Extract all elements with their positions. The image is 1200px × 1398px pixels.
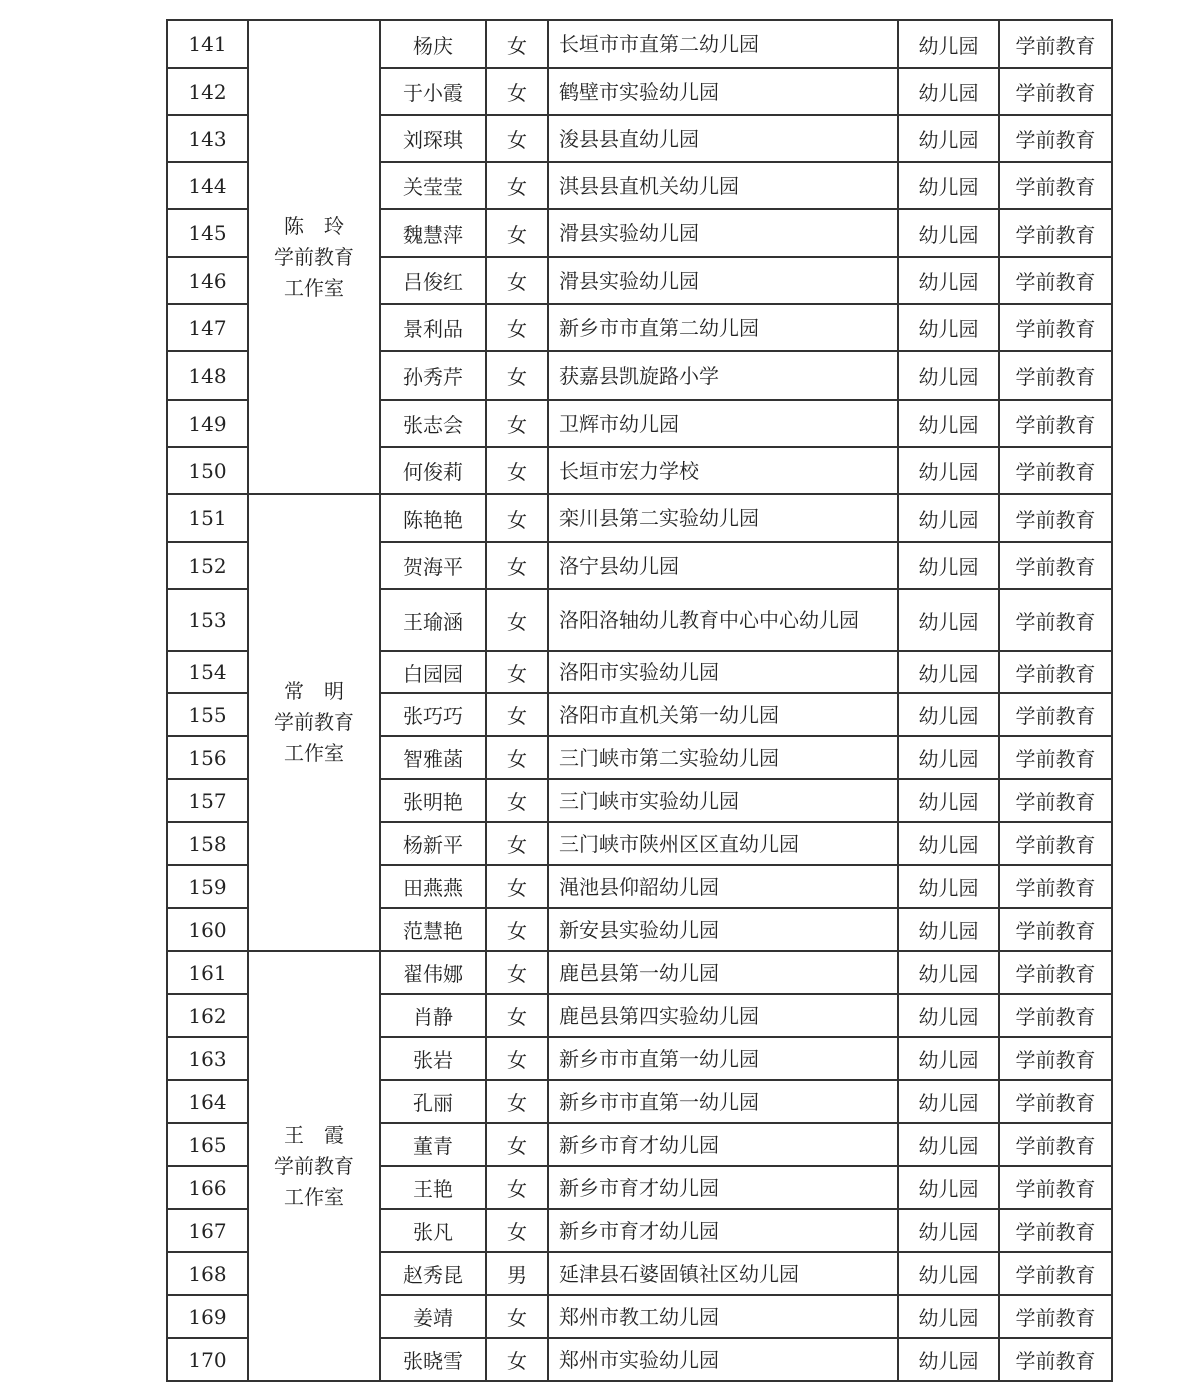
school-type: 幼儿园 xyxy=(898,162,999,209)
table-row xyxy=(167,951,1112,994)
school-type: 幼儿园 xyxy=(898,494,999,542)
row-number: 142 xyxy=(167,68,248,115)
row-number: 154 xyxy=(167,651,248,693)
member-sex: 女 xyxy=(486,736,548,779)
member-school: 栾川县第二实验幼儿园 xyxy=(548,494,898,542)
member-name: 张岩 xyxy=(380,1037,486,1080)
school-type: 幼儿园 xyxy=(898,542,999,589)
member-subject: 学前教育 xyxy=(999,994,1112,1037)
studio-group-cell xyxy=(248,494,380,951)
member-school: 渑池县仰韶幼儿园 xyxy=(548,865,898,908)
member-subject: 学前教育 xyxy=(999,542,1112,589)
row-number: 153 xyxy=(167,589,248,651)
school-type: 幼儿园 xyxy=(898,20,999,68)
school-type: 幼儿园 xyxy=(898,822,999,865)
member-sex: 女 xyxy=(486,304,548,351)
member-sex: 女 xyxy=(486,115,548,162)
member-subject: 学前教育 xyxy=(999,162,1112,209)
member-school: 新乡市育才幼儿园 xyxy=(548,1123,898,1166)
row-number: 147 xyxy=(167,304,248,351)
member-name: 刘琛琪 xyxy=(380,115,486,162)
member-sex: 女 xyxy=(486,1037,548,1080)
member-subject: 学前教育 xyxy=(999,257,1112,304)
member-sex: 女 xyxy=(486,951,548,994)
member-name: 肖静 xyxy=(380,994,486,1037)
member-subject: 学前教育 xyxy=(999,1338,1112,1381)
member-school: 洛阳市实验幼儿园 xyxy=(548,651,898,693)
member-school: 淇县县直机关幼儿园 xyxy=(548,162,898,209)
member-sex: 女 xyxy=(486,257,548,304)
member-name: 王艳 xyxy=(380,1166,486,1209)
member-school: 三门峡市陕州区区直幼儿园 xyxy=(548,822,898,865)
school-type: 幼儿园 xyxy=(898,1252,999,1295)
member-sex: 女 xyxy=(486,589,548,651)
member-name: 翟伟娜 xyxy=(380,951,486,994)
member-name: 孙秀芹 xyxy=(380,351,486,400)
member-school: 鹿邑县第四实验幼儿园 xyxy=(548,994,898,1037)
member-subject: 学前教育 xyxy=(999,209,1112,257)
member-subject: 学前教育 xyxy=(999,447,1112,494)
row-number: 145 xyxy=(167,209,248,257)
row-number: 148 xyxy=(167,351,248,400)
member-name: 关莹莹 xyxy=(380,162,486,209)
member-subject: 学前教育 xyxy=(999,1252,1112,1295)
member-name: 张巧巧 xyxy=(380,693,486,736)
row-number: 162 xyxy=(167,994,248,1037)
table-row xyxy=(167,494,1112,542)
school-type: 幼儿园 xyxy=(898,400,999,447)
school-type: 幼儿园 xyxy=(898,304,999,351)
school-type: 幼儿园 xyxy=(898,1338,999,1381)
school-type: 幼儿园 xyxy=(898,994,999,1037)
member-school: 新安县实验幼儿园 xyxy=(548,908,898,951)
row-number: 150 xyxy=(167,447,248,494)
member-school: 鹤壁市实验幼儿园 xyxy=(548,68,898,115)
member-school: 洛宁县幼儿园 xyxy=(548,542,898,589)
row-number: 158 xyxy=(167,822,248,865)
member-school: 新乡市市直第一幼儿园 xyxy=(548,1080,898,1123)
member-subject: 学前教育 xyxy=(999,693,1112,736)
member-subject: 学前教育 xyxy=(999,822,1112,865)
member-subject: 学前教育 xyxy=(999,494,1112,542)
school-type: 幼儿园 xyxy=(898,1037,999,1080)
member-subject: 学前教育 xyxy=(999,304,1112,351)
row-number: 165 xyxy=(167,1123,248,1166)
member-name: 吕俊红 xyxy=(380,257,486,304)
member-subject: 学前教育 xyxy=(999,1295,1112,1338)
school-type: 幼儿园 xyxy=(898,736,999,779)
member-school: 新乡市市直第二幼儿园 xyxy=(548,304,898,351)
member-name: 杨庆 xyxy=(380,20,486,68)
member-subject: 学前教育 xyxy=(999,908,1112,951)
studio-suffix: 工作室 xyxy=(284,275,344,300)
member-name: 魏慧萍 xyxy=(380,209,486,257)
school-type: 幼儿园 xyxy=(898,209,999,257)
member-name: 白园园 xyxy=(380,651,486,693)
row-number: 152 xyxy=(167,542,248,589)
member-sex: 女 xyxy=(486,651,548,693)
member-sex: 女 xyxy=(486,351,548,400)
school-type: 幼儿园 xyxy=(898,951,999,994)
studio-field: 学前教育 xyxy=(274,244,354,269)
member-sex: 男 xyxy=(486,1252,548,1295)
member-school: 延津县石婆固镇社区幼儿园 xyxy=(548,1252,898,1295)
school-type: 幼儿园 xyxy=(898,115,999,162)
member-subject: 学前教育 xyxy=(999,1080,1112,1123)
studio-group-cell xyxy=(248,951,380,1381)
member-sex: 女 xyxy=(486,779,548,822)
member-school: 卫辉市幼儿园 xyxy=(548,400,898,447)
member-school: 洛阳洛轴幼儿教育中心中心幼儿园 xyxy=(548,589,898,651)
member-sex: 女 xyxy=(486,20,548,68)
school-type: 幼儿园 xyxy=(898,1295,999,1338)
row-number: 170 xyxy=(167,1338,248,1381)
member-subject: 学前教育 xyxy=(999,865,1112,908)
member-school: 三门峡市实验幼儿园 xyxy=(548,779,898,822)
member-school: 滑县实验幼儿园 xyxy=(548,209,898,257)
row-number: 149 xyxy=(167,400,248,447)
member-name: 何俊莉 xyxy=(380,447,486,494)
row-number: 160 xyxy=(167,908,248,951)
member-school: 三门峡市第二实验幼儿园 xyxy=(548,736,898,779)
member-name: 姜靖 xyxy=(380,1295,486,1338)
member-name: 田燕燕 xyxy=(380,865,486,908)
row-number: 157 xyxy=(167,779,248,822)
member-sex: 女 xyxy=(486,1295,548,1338)
member-school: 郑州市教工幼儿园 xyxy=(548,1295,898,1338)
member-subject: 学前教育 xyxy=(999,351,1112,400)
member-sex: 女 xyxy=(486,865,548,908)
row-number: 146 xyxy=(167,257,248,304)
member-sex: 女 xyxy=(486,447,548,494)
member-name: 范慧艳 xyxy=(380,908,486,951)
member-name: 景利品 xyxy=(380,304,486,351)
member-name: 张凡 xyxy=(380,1209,486,1252)
member-sex: 女 xyxy=(486,908,548,951)
studio-field: 学前教育 xyxy=(274,1153,354,1178)
member-name: 陈艳艳 xyxy=(380,494,486,542)
member-name: 贺海平 xyxy=(380,542,486,589)
school-type: 幼儿园 xyxy=(898,589,999,651)
member-subject: 学前教育 xyxy=(999,589,1112,651)
member-sex: 女 xyxy=(486,1080,548,1123)
member-school: 浚县县直幼儿园 xyxy=(548,115,898,162)
studio-leader: 常 明 xyxy=(284,679,344,703)
roster-table xyxy=(166,19,1113,1382)
member-subject: 学前教育 xyxy=(999,20,1112,68)
member-name: 杨新平 xyxy=(380,822,486,865)
member-school: 滑县实验幼儿园 xyxy=(548,257,898,304)
studio-leader: 陈 玲 xyxy=(284,213,344,238)
row-number: 155 xyxy=(167,693,248,736)
member-name: 于小霞 xyxy=(380,68,486,115)
member-school: 洛阳市直机关第一幼儿园 xyxy=(548,693,898,736)
row-number: 167 xyxy=(167,1209,248,1252)
row-number: 143 xyxy=(167,115,248,162)
row-number: 156 xyxy=(167,736,248,779)
member-name: 赵秀昆 xyxy=(380,1252,486,1295)
school-type: 幼儿园 xyxy=(898,651,999,693)
school-type: 幼儿园 xyxy=(898,1166,999,1209)
member-school: 鹿邑县第一幼儿园 xyxy=(548,951,898,994)
member-sex: 女 xyxy=(486,822,548,865)
member-school: 郑州市实验幼儿园 xyxy=(548,1338,898,1381)
member-school: 长垣市宏力学校 xyxy=(548,447,898,494)
member-sex: 女 xyxy=(486,400,548,447)
school-type: 幼儿园 xyxy=(898,351,999,400)
member-sex: 女 xyxy=(486,1123,548,1166)
member-name: 王瑜涵 xyxy=(380,589,486,651)
row-number: 168 xyxy=(167,1252,248,1295)
row-number: 161 xyxy=(167,951,248,994)
member-subject: 学前教育 xyxy=(999,736,1112,779)
member-sex: 女 xyxy=(486,1338,548,1381)
member-sex: 女 xyxy=(486,994,548,1037)
member-name: 孔丽 xyxy=(380,1080,486,1123)
studio-suffix: 工作室 xyxy=(284,741,344,765)
member-subject: 学前教育 xyxy=(999,651,1112,693)
member-name: 张晓雪 xyxy=(380,1338,486,1381)
member-subject: 学前教育 xyxy=(999,1037,1112,1080)
school-type: 幼儿园 xyxy=(898,68,999,115)
school-type: 幼儿园 xyxy=(898,693,999,736)
member-name: 智雅菡 xyxy=(380,736,486,779)
row-number: 159 xyxy=(167,865,248,908)
school-type: 幼儿园 xyxy=(898,865,999,908)
row-number: 164 xyxy=(167,1080,248,1123)
member-school: 长垣市市直第二幼儿园 xyxy=(548,20,898,68)
school-type: 幼儿园 xyxy=(898,779,999,822)
row-number: 144 xyxy=(167,162,248,209)
studio-field: 学前教育 xyxy=(274,710,354,734)
studio-leader: 王 霞 xyxy=(284,1122,344,1147)
member-sex: 女 xyxy=(486,1166,548,1209)
member-sex: 女 xyxy=(486,542,548,589)
member-subject: 学前教育 xyxy=(999,1209,1112,1252)
member-school: 获嘉县凯旋路小学 xyxy=(548,351,898,400)
member-name: 张志会 xyxy=(380,400,486,447)
member-sex: 女 xyxy=(486,693,548,736)
member-name: 董青 xyxy=(380,1123,486,1166)
member-subject: 学前教育 xyxy=(999,1123,1112,1166)
member-school: 新乡市育才幼儿园 xyxy=(548,1209,898,1252)
member-sex: 女 xyxy=(486,1209,548,1252)
member-subject: 学前教育 xyxy=(999,1166,1112,1209)
member-subject: 学前教育 xyxy=(999,779,1112,822)
row-number: 151 xyxy=(167,494,248,542)
member-sex: 女 xyxy=(486,494,548,542)
school-type: 幼儿园 xyxy=(898,908,999,951)
row-number: 169 xyxy=(167,1295,248,1338)
member-subject: 学前教育 xyxy=(999,68,1112,115)
school-type: 幼儿园 xyxy=(898,1123,999,1166)
member-name: 张明艳 xyxy=(380,779,486,822)
school-type: 幼儿园 xyxy=(898,257,999,304)
school-type: 幼儿园 xyxy=(898,1209,999,1252)
table-row xyxy=(167,20,1112,68)
member-sex: 女 xyxy=(486,68,548,115)
member-sex: 女 xyxy=(486,162,548,209)
table-body xyxy=(167,20,1112,1381)
row-number: 166 xyxy=(167,1166,248,1209)
member-subject: 学前教育 xyxy=(999,951,1112,994)
row-number: 163 xyxy=(167,1037,248,1080)
school-type: 幼儿园 xyxy=(898,447,999,494)
member-subject: 学前教育 xyxy=(999,400,1112,447)
school-type: 幼儿园 xyxy=(898,1080,999,1123)
studio-suffix: 工作室 xyxy=(284,1184,344,1209)
member-school: 新乡市市直第一幼儿园 xyxy=(548,1037,898,1080)
member-subject: 学前教育 xyxy=(999,115,1112,162)
member-school: 新乡市育才幼儿园 xyxy=(548,1166,898,1209)
member-sex: 女 xyxy=(486,209,548,257)
row-number: 141 xyxy=(167,20,248,68)
studio-group-cell xyxy=(248,20,380,494)
